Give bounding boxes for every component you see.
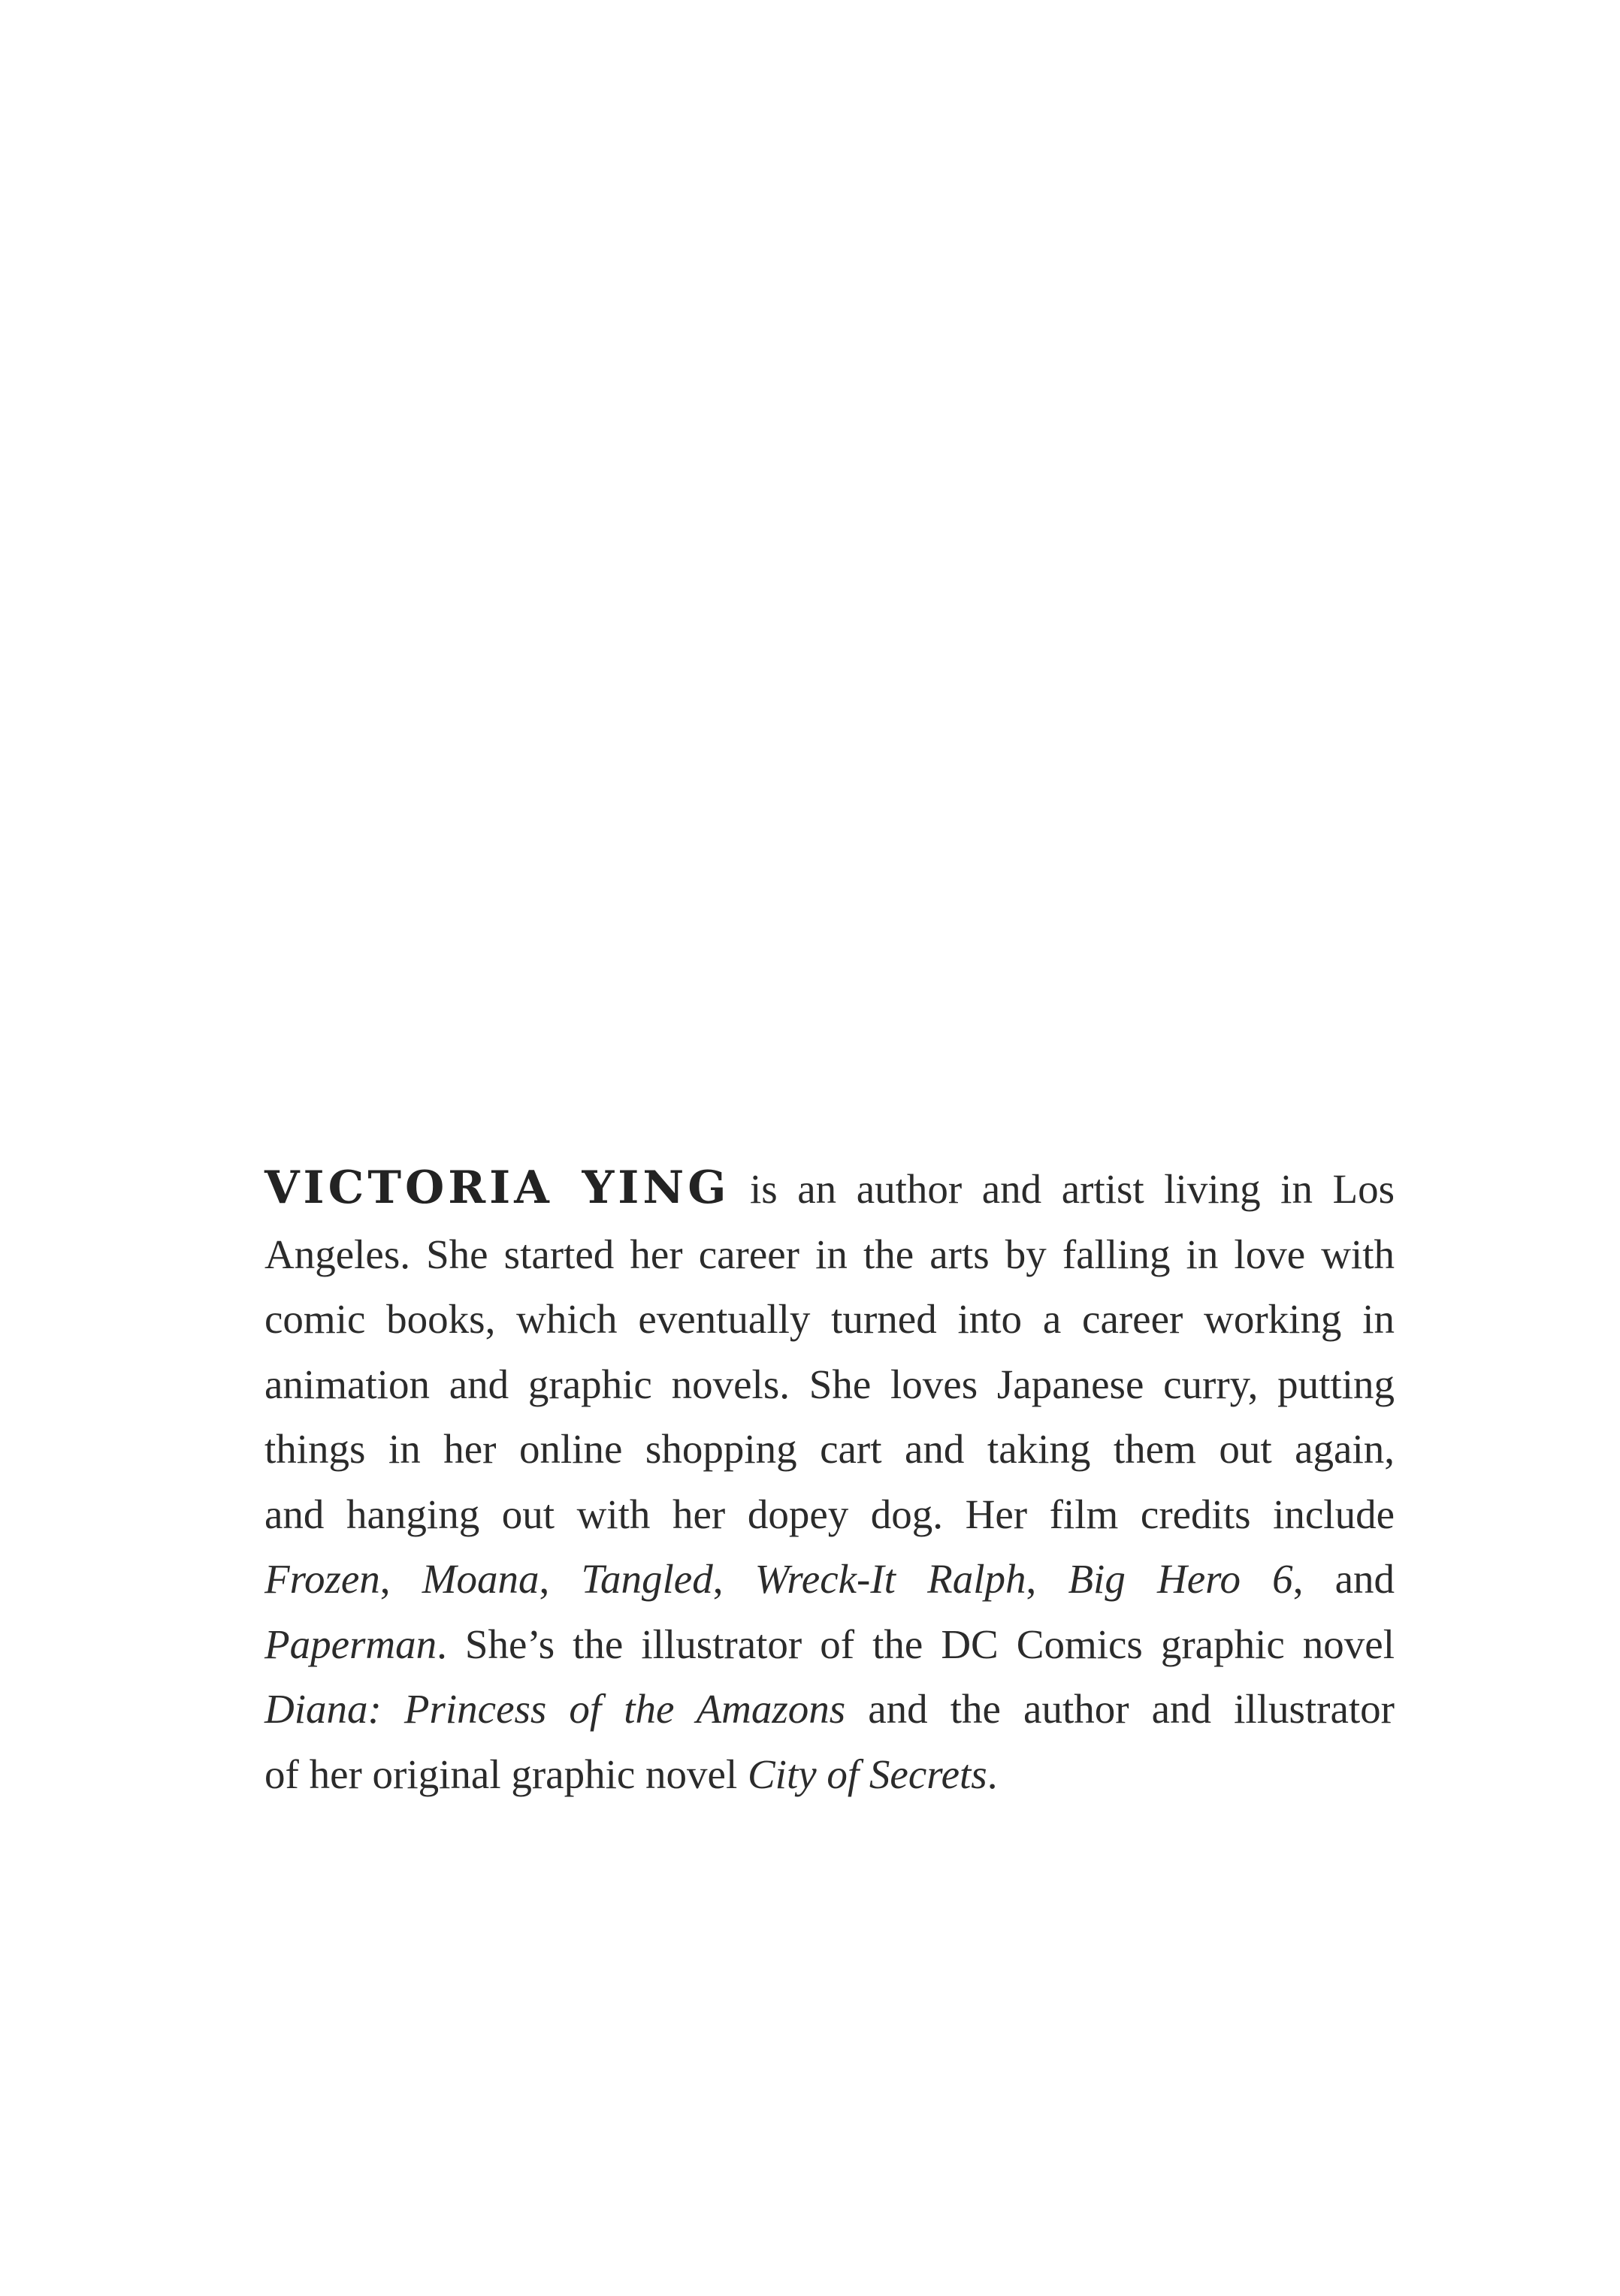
book-title: Diana: Princess of the Amazons	[264, 1686, 846, 1732]
book-title: City of Secrets	[747, 1751, 987, 1797]
author-name: VICTORIA YING	[264, 1162, 730, 1214]
film-title: Paperman	[264, 1621, 437, 1667]
bio-line-4: animation and graphic novels. She loves Japanese curry, putting	[264, 1361, 1395, 1407]
film-title: Wreck-It Ralph	[754, 1556, 1026, 1602]
bio-line-9: Diana: Princess of the Amazons and the author and illustrator	[264, 1686, 1395, 1732]
film-title: Tangled	[581, 1556, 713, 1602]
bio-line-6: and hanging out with her dopey dog. Her film credits include	[264, 1491, 1395, 1537]
bio-line-7: Frozen, Moana, Tangled, Wreck-It Ralph, Big Hero 6, and	[264, 1556, 1395, 1602]
film-title: Moana	[422, 1556, 539, 1602]
bio-line-8: Paperman. She’s the illustrator of the DC Comics graphic novel	[264, 1621, 1395, 1667]
bio-line-1: VICTORIA YING is an author and artist living in Los	[264, 1162, 1395, 1214]
bio-line-10: of her original graphic novel City of Secrets.	[264, 1751, 998, 1797]
bio-line-2: Angeles. She started her career in the arts by falling in love with	[264, 1231, 1395, 1277]
film-title: Frozen	[264, 1556, 380, 1602]
bio-line-5: things in her online shopping cart and taking them out again,	[264, 1426, 1395, 1472]
author-bio	[264, 1156, 1395, 1807]
film-title: Big Hero 6	[1068, 1556, 1293, 1602]
bio-line-3: comic books, which eventually turned into a career working in	[264, 1296, 1395, 1342]
